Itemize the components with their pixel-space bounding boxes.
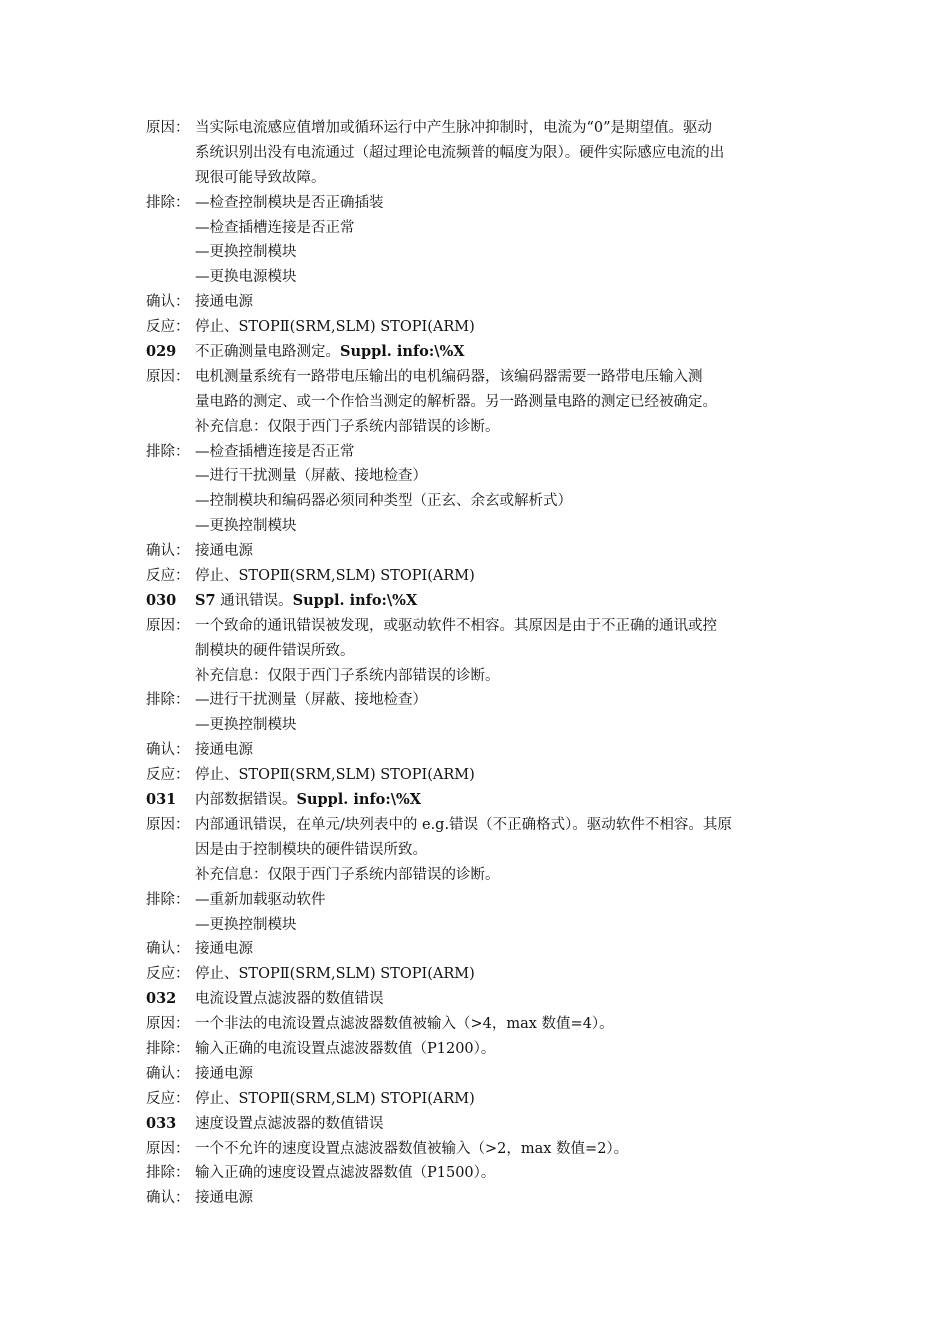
line-text: 接通电源 [195, 1065, 253, 1082]
text-line [146, 166, 826, 191]
fault-code: 030 [146, 591, 177, 609]
line-text: —更换控制模块 [195, 518, 297, 535]
line-text: 内部通讯错误，在单元/块列表中的 e.g.错误（不正确格式）。驱动软件不相容。其原 [195, 816, 732, 833]
fault-heading-031 [146, 788, 826, 813]
text-line [146, 688, 826, 713]
text-line [146, 937, 826, 962]
text-line [146, 489, 826, 514]
line-text: —检查控制模块是否正确插装 [195, 194, 384, 211]
fault-code: 033 [146, 1114, 177, 1132]
text-line [146, 141, 826, 166]
line-text: 输入正确的速度设置点滤波器数值（P1500）。 [195, 1165, 496, 1182]
line-text: 系统识别出没有电流通过（超过理论电流频普的幅度为限）。硬件实际感应电流的出 [195, 144, 725, 161]
text-line [146, 913, 826, 938]
suppl-info: Suppl. info:\%X [292, 591, 418, 609]
line-label: 原因： [146, 1140, 190, 1157]
text-line [146, 415, 826, 440]
line-label: 排除： [146, 194, 190, 211]
line-label: 排除： [146, 1165, 190, 1182]
line-text: 一个非法的电流设置点滤波器数值被输入（>4，max 数值=4）。 [195, 1016, 614, 1033]
text-line [146, 539, 826, 564]
line-text: 一个不允许的速度设置点滤波器数值被输入（>2，max 数值=2）。 [195, 1140, 629, 1157]
line-label: 反应： [146, 568, 190, 585]
line-text: —更换控制模块 [195, 916, 297, 933]
text-line [146, 290, 826, 315]
text-line [146, 614, 826, 639]
line-label: 原因： [146, 1016, 190, 1033]
line-text: 补充信息：仅限于西门子系统内部错误的诊断。 [195, 667, 500, 684]
line-label: 确认： [146, 941, 190, 958]
line-text: —更换电源模块 [195, 269, 297, 286]
line-label: 确认： [146, 543, 190, 560]
suppl-info: Suppl. info:\%X [296, 791, 422, 809]
text-line [146, 1186, 826, 1211]
line-text: 接通电源 [195, 1190, 253, 1207]
text-line [146, 888, 826, 913]
fault-code: 031 [146, 791, 177, 809]
text-line [146, 514, 826, 539]
text-line [146, 863, 826, 888]
text-line [146, 365, 826, 390]
line-text: 补充信息：仅限于西门子系统内部错误的诊断。 [195, 418, 500, 435]
fault-code: 029 [146, 343, 177, 361]
suppl-info: Suppl. info:\%X [340, 343, 465, 361]
text-line [146, 763, 826, 788]
line-text: 接通电源 [195, 941, 253, 958]
line-text: 停止、STOPⅡ(SRM,SLM) STOPⅠ(ARM) [195, 568, 475, 585]
line-text: —更换控制模块 [195, 244, 297, 261]
text-line [146, 1087, 826, 1112]
line-text: 停止、STOPⅡ(SRM,SLM) STOPⅠ(ARM) [195, 1090, 475, 1107]
line-label: 反应： [146, 767, 190, 784]
text-line [146, 116, 826, 141]
line-text: 接通电源 [195, 742, 253, 759]
line-text: —控制模块和编码器必须同种类型（正玄、余玄或解析式） [195, 493, 572, 510]
line-label: 原因： [146, 816, 190, 833]
line-label: 确认： [146, 742, 190, 759]
line-label: 反应： [146, 966, 190, 983]
text-line [146, 838, 826, 863]
line-text: 补充信息：仅限于西门子系统内部错误的诊断。 [195, 866, 500, 883]
fault-heading-030 [146, 589, 826, 614]
line-text: 量电路的测定、或一个作恰当测定的解析器。另一路测量电路的测定已经被确定。 [195, 393, 717, 410]
line-label: 原因： [146, 617, 190, 634]
line-text: —进行干扰测量（屏蔽、接地检查） [195, 692, 427, 709]
document-page [146, 116, 826, 1211]
fault-title: 电流设置点滤波器的数值错误 [195, 991, 384, 1008]
line-label: 排除： [146, 443, 190, 460]
line-text: 当实际电流感应值增加或循环运行中产生脉冲抑制时，电流为“0”是期望值。驱动 [195, 120, 713, 136]
fault-title-prefix: S7 [195, 591, 216, 609]
line-text: 停止、STOPⅡ(SRM,SLM) STOPⅠ(ARM) [195, 319, 475, 336]
fault-heading-033 [146, 1112, 826, 1137]
text-line [146, 390, 826, 415]
fault-title: 不正确测量电路测定。 [195, 344, 340, 361]
text-line [146, 564, 826, 589]
text-line [146, 216, 826, 241]
line-text: 电机测量系统有一路带电压输出的电机编码器，该编码器需要一路带电压输入测 [195, 368, 703, 385]
text-line [146, 1161, 826, 1186]
fault-title: 速度设置点滤波器的数值错误 [195, 1115, 384, 1132]
line-label: 排除： [146, 692, 190, 709]
text-line [146, 962, 826, 987]
text-line [146, 191, 826, 216]
text-line [146, 464, 826, 489]
line-label: 反应： [146, 319, 190, 336]
text-line [146, 1012, 826, 1037]
text-line [146, 664, 826, 689]
text-line [146, 1062, 826, 1087]
line-text: —更换控制模块 [195, 717, 297, 734]
line-label: 排除： [146, 891, 190, 908]
line-label: 排除： [146, 1040, 190, 1057]
text-line [146, 440, 826, 465]
text-line [146, 738, 826, 763]
fault-title: 通讯错误。 [215, 592, 293, 609]
line-text: —重新加载驱动软件 [195, 891, 326, 908]
line-label: 确认： [146, 1065, 190, 1082]
line-label: 反应： [146, 1090, 190, 1107]
line-label: 确认： [146, 1190, 190, 1207]
text-line [146, 713, 826, 738]
line-text: 输入正确的电流设置点滤波器数值（P1200）。 [195, 1040, 496, 1057]
text-line [146, 315, 826, 340]
text-line [146, 813, 826, 838]
line-text: —进行干扰测量（屏蔽、接地检查） [195, 468, 427, 485]
text-line [146, 639, 826, 664]
line-text: 因是由于控制模块的硬件错误所致。 [195, 841, 427, 858]
line-text: —检查插槽连接是否正常 [195, 443, 355, 460]
fault-title: 内部数据错误。 [195, 792, 297, 809]
text-line [146, 240, 826, 265]
text-line [146, 1137, 826, 1162]
text-line [146, 265, 826, 290]
line-label: 原因： [146, 368, 190, 385]
fault-heading-032 [146, 987, 826, 1012]
line-text: 接通电源 [195, 543, 253, 560]
fault-code: 032 [146, 990, 177, 1008]
line-text: 现很可能导致故障。 [195, 169, 326, 186]
line-text: 停止、STOPⅡ(SRM,SLM) STOPⅠ(ARM) [195, 966, 475, 983]
line-label: 原因： [146, 120, 190, 136]
fault-heading-029 [146, 340, 826, 365]
line-label: 确认： [146, 294, 190, 311]
line-text: —检查插槽连接是否正常 [195, 219, 355, 236]
line-text: 一个致命的通讯错误被发现，或驱动软件不相容。其原因是由于不正确的通讯或控 [195, 617, 717, 634]
line-text: 接通电源 [195, 294, 253, 311]
line-text: 停止、STOPⅡ(SRM,SLM) STOPⅠ(ARM) [195, 767, 475, 784]
line-text: 制模块的硬件错误所致。 [195, 642, 355, 659]
text-line [146, 1037, 826, 1062]
